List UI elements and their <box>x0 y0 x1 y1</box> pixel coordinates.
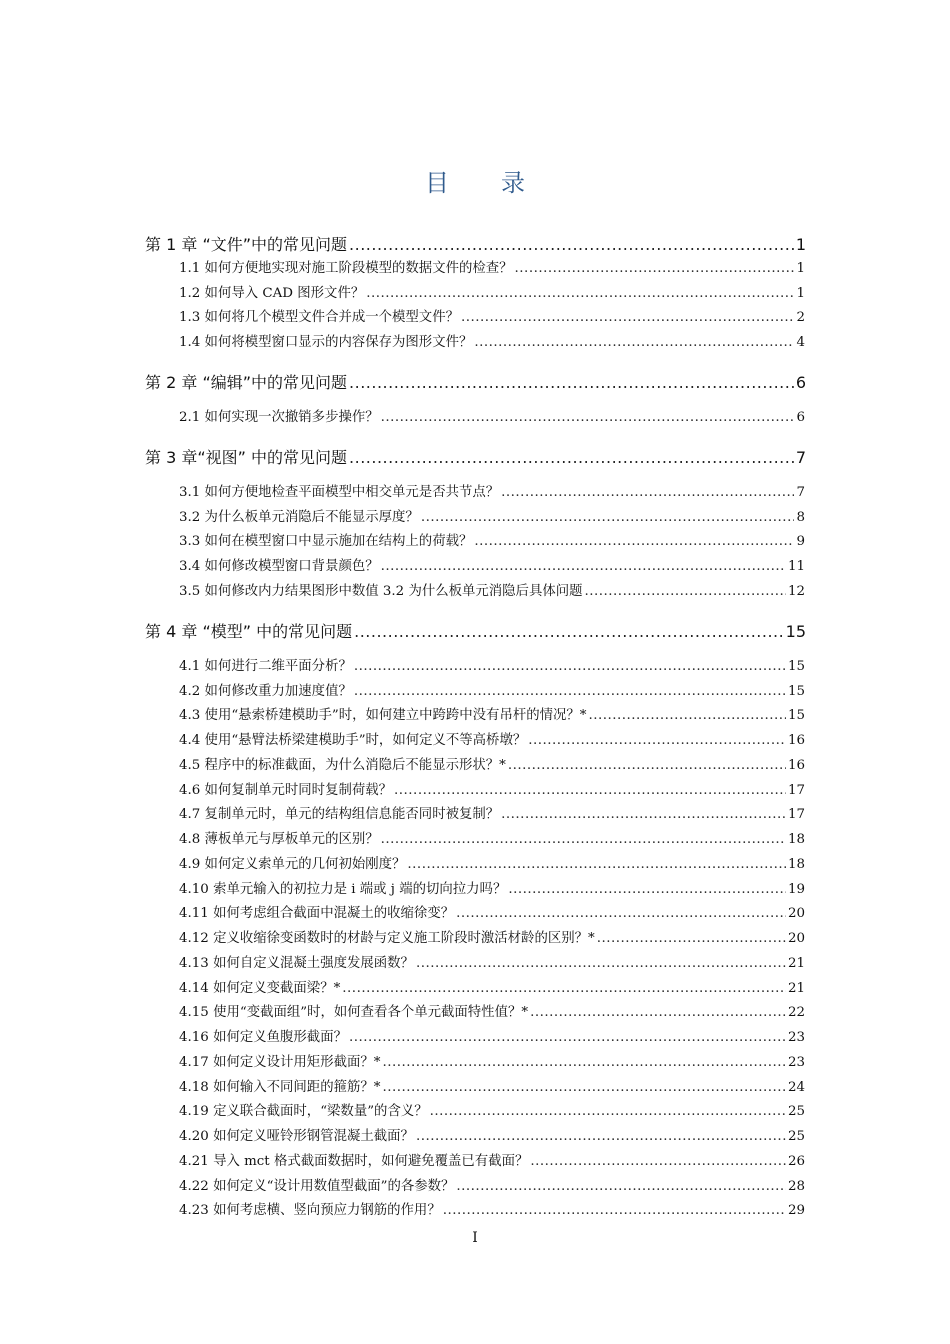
toc-entry-label: 4.2 如何修改重力加速度值？ <box>179 684 352 699</box>
toc-entry-page-number: 25 <box>787 1129 805 1144</box>
toc-entry-page-number: 8 <box>796 510 805 525</box>
toc-leader-dots <box>474 534 794 549</box>
toc-section-entry[interactable] <box>179 779 805 798</box>
toc-leader-dots <box>349 373 794 392</box>
toc-entry-label: 4.5 程序中的标准截面，为什么消隐后不能显示形状？* <box>179 758 506 773</box>
toc-entry-label: 4.1 如何进行二维平面分析？ <box>179 659 352 674</box>
page-title: 目录 <box>425 169 577 197</box>
toc-entry-page-number: 16 <box>787 758 805 773</box>
toc-entry-label: 4.18 如何输入不同间距的箍筋？* <box>179 1080 381 1095</box>
toc-entry-label: 3.1 如何方便地检查平面模型中相交单元是否共节点？ <box>179 485 500 500</box>
toc-section-entry[interactable] <box>179 282 805 301</box>
toc-entry-page-number: 21 <box>787 981 805 996</box>
toc-section-entry[interactable] <box>179 580 805 599</box>
toc-entry-page-number: 4 <box>796 335 805 350</box>
toc-entry-label: 1.2 如何导入 CAD 图形文件？ <box>179 286 365 301</box>
toc-entry-page-number: 23 <box>787 1030 805 1045</box>
toc-entry-label: 3.2 为什么板单元消隐后不能显示厚度？ <box>179 510 419 525</box>
toc-section-entry[interactable] <box>179 530 805 549</box>
toc-section-entry[interactable] <box>179 754 805 773</box>
toc-leader-dots <box>528 733 786 748</box>
toc-section-entry[interactable] <box>179 481 805 500</box>
toc-leader-dots <box>349 448 794 467</box>
toc-leader-dots <box>443 1203 786 1218</box>
toc-entry-page-number: 18 <box>787 857 805 872</box>
toc-entry-page-number: 17 <box>787 783 805 798</box>
toc-section-entry[interactable] <box>179 803 805 822</box>
toc-leader-dots <box>501 807 786 822</box>
toc-section-entry[interactable] <box>179 927 805 946</box>
toc-section-entry[interactable] <box>179 729 805 748</box>
toc-entry-label: 4.10 索单元输入的初拉力是 i 端或 j 端的切向拉力吗？ <box>179 882 507 897</box>
toc-entry-page-number: 22 <box>787 1005 805 1020</box>
toc-entry-page-number: 15 <box>785 622 806 641</box>
toc-chapter-entry[interactable] <box>145 370 806 393</box>
toc-entry-page-number: 1 <box>796 261 805 276</box>
toc-section-entry[interactable] <box>179 1001 805 1020</box>
toc-entry-label: 第 4 章 “模型” 中的常见问题 <box>145 622 353 641</box>
page-number: I <box>472 1230 478 1246</box>
toc-section-entry[interactable] <box>179 306 805 325</box>
toc-entry-page-number: 21 <box>787 956 805 971</box>
toc-entry-label: 4.15 使用“变截面组”时，如何查看各个单元截面特性值？* <box>179 1005 529 1020</box>
toc-entry-page-number: 9 <box>796 534 805 549</box>
toc-leader-dots <box>456 1179 786 1194</box>
toc-leader-dots <box>407 857 786 872</box>
toc-entry-page-number: 26 <box>787 1154 805 1169</box>
toc-entry-page-number: 1 <box>795 235 806 254</box>
toc-chapter-entry[interactable] <box>145 232 806 255</box>
toc-entry-page-number: 24 <box>787 1080 805 1095</box>
toc-entry-page-number: 2 <box>796 310 805 325</box>
toc-entry-page-number: 7 <box>796 485 805 500</box>
toc-entry-page-number: 6 <box>795 373 806 392</box>
toc-entry-label: 4.22 如何定义“设计用数值型截面”的各参数？ <box>179 1179 455 1194</box>
toc-leader-dots <box>585 584 786 599</box>
toc-section-entry[interactable] <box>179 952 805 971</box>
toc-entry-label: 4.21 导入 mct 格式截面数据时，如何避免覆盖已有截面？ <box>179 1154 529 1169</box>
toc-leader-dots <box>366 286 794 301</box>
toc-entry-label: 4.23 如何考虑横、竖向预应力钢筋的作用？ <box>179 1203 441 1218</box>
toc-leader-dots <box>416 1129 786 1144</box>
toc-section-entry[interactable] <box>179 680 805 699</box>
toc-section-entry[interactable] <box>179 878 805 897</box>
toc-entry-label: 1.4 如何将模型窗口显示的内容保存为图形文件？ <box>179 335 473 350</box>
toc-leader-dots <box>501 485 794 500</box>
toc-entry-page-number: 17 <box>787 807 805 822</box>
toc-entry-page-number: 6 <box>796 410 805 425</box>
toc-entry-page-number: 29 <box>787 1203 805 1218</box>
toc-entry-label: 1.1 如何方便地实现对施工阶段模型的数据文件的检查？ <box>179 261 513 276</box>
toc-entry-label: 2.1 如何实现一次撤销多步操作？ <box>179 410 379 425</box>
toc-entry-label: 1.3 如何将几个模型文件合并成一个模型文件？ <box>179 310 459 325</box>
toc-leader-dots <box>354 684 786 699</box>
toc-section-entry[interactable] <box>179 257 805 276</box>
toc-entry-label: 4.12 定义收缩徐变函数时的材龄与定义施工阶段时激活材龄的区别？* <box>179 931 595 946</box>
toc-entry-page-number: 28 <box>787 1179 805 1194</box>
toc-entry-label: 4.20 如何定义哑铃形钢管混凝土截面？ <box>179 1129 414 1144</box>
toc-entry-page-number: 12 <box>787 584 805 599</box>
toc-entry-page-number: 15 <box>787 708 805 723</box>
toc-entry-label: 3.5 如何修改内力结果图形中数值 3.2 为什么板单元消隐后具体问题 <box>179 584 583 599</box>
toc-section-entry[interactable] <box>179 853 805 872</box>
toc-section-entry[interactable] <box>179 1076 805 1095</box>
toc-leader-dots <box>381 410 795 425</box>
toc-section-entry[interactable] <box>179 1026 805 1045</box>
toc-chapter-entry[interactable] <box>145 619 806 642</box>
toc-chapter-entry[interactable] <box>145 445 806 468</box>
toc-entry-page-number: 11 <box>787 559 805 574</box>
toc-entry-label: 4.16 如何定义鱼腹形截面？ <box>179 1030 347 1045</box>
toc-leader-dots <box>474 335 794 350</box>
toc-leader-dots <box>354 659 786 674</box>
toc-entry-page-number: 20 <box>787 906 805 921</box>
toc-entry-page-number: 18 <box>787 832 805 847</box>
toc-entry-page-number: 16 <box>787 733 805 748</box>
toc-leader-dots <box>461 310 794 325</box>
toc-section-entry[interactable] <box>179 704 805 723</box>
toc-entry-label: 4.13 如何自定义混凝土强度发展函数？ <box>179 956 414 971</box>
toc-leader-dots <box>588 708 785 723</box>
toc-leader-dots <box>515 261 795 276</box>
toc-entry-label: 4.11 如何考虑组合截面中混凝土的收缩徐变？ <box>179 906 455 921</box>
toc-entry-page-number: 15 <box>787 659 805 674</box>
toc-entry-label: 3.4 如何修改模型窗口背景颜色？ <box>179 559 379 574</box>
toc-leader-dots <box>530 1005 786 1020</box>
toc-section-entry[interactable] <box>179 828 805 847</box>
toc-leader-dots <box>394 783 786 798</box>
toc-section-entry[interactable] <box>179 1150 805 1169</box>
toc-leader-dots <box>381 832 786 847</box>
toc-entry-label: 4.19 定义联合截面时，“梁数量”的含义？ <box>179 1104 428 1119</box>
toc-entry-page-number: 1 <box>796 286 805 301</box>
toc-section-entry[interactable] <box>179 655 805 674</box>
toc-entry-label: 第 2 章 “编辑”中的常见问题 <box>145 373 348 392</box>
toc-leader-dots <box>382 1055 785 1070</box>
toc-section-entry[interactable] <box>179 1199 805 1218</box>
toc-leader-dots <box>349 1030 786 1045</box>
toc-entry-page-number: 20 <box>787 931 805 946</box>
toc-entry-label: 4.14 如何定义变截面梁？* <box>179 981 341 996</box>
toc-entry-label: 4.9 如何定义索单元的几何初始刚度？ <box>179 857 406 872</box>
toc-leader-dots <box>416 956 786 971</box>
toc-section-entry[interactable] <box>179 1175 805 1194</box>
toc-entry-label: 3.3 如何在模型窗口中显示施加在结构上的荷载？ <box>179 534 473 549</box>
toc-entry-page-number: 7 <box>795 448 806 467</box>
toc-entry-label: 4.3 使用“悬索桥建模助手”时，如何建立中跨跨中没有吊杆的情况？* <box>179 708 587 723</box>
toc-leader-dots <box>508 758 786 773</box>
toc-leader-dots <box>354 622 784 641</box>
toc-entry-label: 4.8 薄板单元与厚板单元的区别？ <box>179 832 379 847</box>
toc-entry-page-number: 25 <box>787 1104 805 1119</box>
toc-entry-page-number: 19 <box>787 882 805 897</box>
toc-leader-dots <box>381 559 786 574</box>
toc-entry-label: 4.7 复制单元时，单元的结构组信息能否同时被复制？ <box>179 807 500 822</box>
toc-section-entry[interactable] <box>179 406 805 425</box>
toc-section-entry[interactable] <box>179 1051 805 1070</box>
toc-section-entry[interactable] <box>179 555 805 574</box>
toc-entry-page-number: 15 <box>787 684 805 699</box>
toc-entry-page-number: 23 <box>787 1055 805 1070</box>
toc-leader-dots <box>421 510 795 525</box>
toc-section-entry[interactable] <box>179 331 805 350</box>
toc-entry-label: 第 3 章“视图” 中的常见问题 <box>145 448 348 467</box>
toc-entry-label: 4.17 如何定义设计用矩形截面？* <box>179 1055 381 1070</box>
toc-section-entry[interactable] <box>179 902 805 921</box>
toc-leader-dots <box>597 931 786 946</box>
toc-entry-label: 4.6 如何复制单元时同时复制荷载？ <box>179 783 393 798</box>
toc-section-entry[interactable] <box>179 1125 805 1144</box>
toc-leader-dots <box>508 882 786 897</box>
toc-section-entry[interactable] <box>179 1100 805 1119</box>
toc-section-entry[interactable] <box>179 977 805 996</box>
toc-section-entry[interactable] <box>179 506 805 525</box>
toc-entry-label: 4.4 使用“悬臂法桥梁建模助手”时，如何定义不等高桥墩？ <box>179 733 527 748</box>
toc-leader-dots <box>349 235 794 254</box>
toc-leader-dots <box>382 1080 785 1095</box>
toc-leader-dots <box>342 981 786 996</box>
toc-leader-dots <box>530 1154 786 1169</box>
toc-entry-label: 第 1 章 “文件”中的常见问题 <box>145 235 348 254</box>
toc-leader-dots <box>430 1104 786 1119</box>
toc-leader-dots <box>456 906 786 921</box>
